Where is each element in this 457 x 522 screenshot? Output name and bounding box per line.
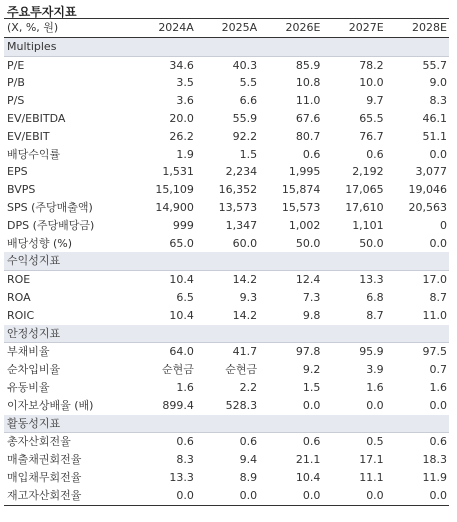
cell-value: 46.1 [422,111,447,125]
cell-value: 6.5 [176,290,194,304]
cell-value: 17,610 [345,200,384,214]
cell-value: 10.0 [359,76,384,90]
investment-indicators-table [4,18,449,506]
section-header-row [4,252,449,270]
table-row [4,163,449,181]
cell-value: 13,573 [218,200,258,214]
cell-value: 2.2 [239,380,258,394]
cell-value: 21.1 [295,453,321,467]
cell-value: 3,077 [415,165,447,179]
cell-value: 20.0 [169,111,194,125]
column-header: 2024A [133,19,196,38]
table-row [4,146,449,164]
table-row [4,361,449,379]
cell-value: 12.4 [259,271,322,289]
cell-value: 0.0 [259,487,322,505]
cell-value: 11.0 [295,94,321,108]
cell-value: 16,352 [218,183,258,197]
cell-value: 40.3 [196,56,259,74]
cell-value: 65.5 [359,111,384,125]
table-row [4,397,449,415]
row-label: 배당성향 (%) [7,236,73,250]
cell-value: 0.6 [133,433,196,451]
row-label: 유동비율 [7,380,50,394]
row-label: 총자산회전율 [4,433,133,451]
table-body [4,19,449,506]
table-row [4,307,449,325]
section-title: 안정성지표 [4,325,449,343]
table-row [4,433,449,451]
row-label: DPS (주당배당금) [7,218,95,232]
row-label: EV/EBIT [7,129,50,143]
cell-value: 17.1 [359,453,384,467]
cell-value: 0 [440,218,447,232]
cell-value: 10.4 [295,470,321,484]
cell-value: 2,234 [225,165,258,179]
cell-value: 1.6 [176,380,194,394]
table-row [4,487,449,505]
row-label: 배당수익률 [7,147,61,161]
cell-value: 76.7 [359,129,384,143]
cell-value: 3.5 [176,76,194,90]
section-header-row [4,37,449,56]
cell-value: 0.6 [259,433,322,451]
cell-value: 8.3 [176,453,194,467]
table-row [4,217,449,235]
cell-value: 8.7 [429,290,447,304]
cell-value: 97.5 [386,343,449,361]
cell-value: 13.3 [322,271,385,289]
cell-value: 8.7 [366,308,384,322]
table-row [4,451,449,469]
cell-value: 0.0 [429,398,447,412]
cell-value: 1.5 [239,147,258,161]
cell-value: 9.0 [429,76,447,90]
row-label: ROA [7,290,31,304]
cell-value: 85.9 [259,56,322,74]
section-title: 수익성지표 [4,252,449,270]
row-label: 순차입비율 [7,363,61,377]
table-row [4,110,449,128]
cell-value: 1.6 [366,380,384,394]
cell-value: 11.1 [359,470,384,484]
cell-value: 1.9 [176,147,194,161]
cell-value: 3.6 [176,94,194,108]
cell-value: 9.8 [302,308,321,322]
cell-value: 26.2 [169,129,194,143]
cell-value: 0.6 [386,433,449,451]
cell-value: 78.2 [322,56,385,74]
table-row [4,343,449,361]
cell-value: 17,065 [345,183,384,197]
cell-value: 0.0 [429,236,447,250]
cell-value: 60.0 [232,236,258,250]
row-label: SPS (주당매출액) [7,200,93,214]
cell-value: 34.6 [133,56,196,74]
table-row [4,469,449,487]
cell-value: 50.0 [359,236,384,250]
cell-value: 0.6 [302,147,321,161]
row-label: EPS [7,165,28,179]
table-row [4,235,449,253]
cell-value: 11.0 [422,308,447,322]
cell-value: 80.7 [295,129,321,143]
row-label: EV/EBITDA [7,111,66,125]
section-header-row [4,415,449,433]
cell-value: 7.3 [302,290,321,304]
column-header: 2028E [386,19,449,38]
cell-value: 15,874 [281,183,321,197]
cell-value: 64.0 [133,343,196,361]
column-header: 2026E [259,19,322,38]
cell-value: 2,192 [352,165,384,179]
cell-value: 51.1 [422,129,447,143]
cell-value: 528.3 [225,398,258,412]
cell-value: 0.0 [429,147,447,161]
table-row [4,271,449,289]
cell-value: 1,995 [288,165,321,179]
table-row [4,289,449,307]
cell-value: 15,109 [155,183,194,197]
row-label: BVPS [7,183,36,197]
cell-value: 1,101 [352,218,384,232]
cell-value: 0.0 [386,487,449,505]
cell-value: 55.7 [386,56,449,74]
section-title: 활동성지표 [4,415,449,433]
column-header: 2027E [322,19,385,38]
cell-value: 14.2 [232,308,258,322]
cell-value: 0.0 [302,398,321,412]
row-label: 매출채권회전율 [7,453,82,467]
cell-value: 10.4 [169,308,194,322]
row-label: 이자보상배율 (배) [7,398,94,412]
cell-value: 15,573 [281,200,321,214]
cell-value: 14.2 [196,271,259,289]
cell-value: 18.3 [422,453,447,467]
table-row [4,379,449,397]
cell-value: 순현금 [225,363,258,377]
cell-value: 41.7 [196,343,259,361]
cell-value: 0.0 [322,487,385,505]
cell-value: 6.6 [239,94,258,108]
table-row [4,74,449,92]
cell-value: 6.8 [366,290,384,304]
row-label: P/S [7,94,25,108]
cell-value: 10.8 [295,76,321,90]
cell-value: 5.5 [239,76,258,90]
table-row [4,199,449,217]
cell-value: 9.2 [302,363,321,377]
cell-value: 13.3 [169,470,194,484]
table-row [4,181,449,199]
row-label: ROE [4,271,133,289]
cell-value: 1.6 [429,380,447,394]
row-label: ROIC [7,308,35,322]
section-header-row [4,325,449,343]
cell-value: 20,563 [408,200,447,214]
row-label: 부채비율 [4,343,133,361]
row-label: P/B [7,76,25,90]
section-title: Multiples [4,37,449,56]
cell-value: 0.0 [366,398,384,412]
cell-value: 0.0 [133,487,196,505]
cell-value: 1,002 [288,218,321,232]
cell-value: 10.4 [133,271,196,289]
row-label: P/E [4,56,133,74]
cell-value: 19,046 [408,183,447,197]
header-row [4,19,449,38]
cell-value: 95.9 [322,343,385,361]
cell-value: 97.8 [259,343,322,361]
cell-value: 순현금 [161,363,194,377]
cell-value: 1,347 [225,218,258,232]
cell-value: 50.0 [295,236,321,250]
cell-value: 8.9 [239,470,258,484]
cell-value: 11.9 [422,470,447,484]
table-row [4,56,449,74]
cell-value: 65.0 [169,236,194,250]
cell-value: 0.0 [196,487,259,505]
cell-value: 0.5 [322,433,385,451]
row-label: 매입채무회전율 [7,470,82,484]
cell-value: 1.5 [302,380,321,394]
cell-value: 9.7 [366,94,384,108]
cell-value: 17.0 [386,271,449,289]
cell-value: 9.3 [239,290,258,304]
table-row [4,92,449,110]
cell-value: 67.6 [295,111,321,125]
row-label: 재고자산회전율 [4,487,133,505]
cell-value: 92.2 [232,129,258,143]
cell-value: 0.6 [196,433,259,451]
cell-value: 9.4 [239,453,258,467]
cell-value: 0.6 [366,147,384,161]
column-header: 2025A [196,19,259,38]
cell-value: 1,531 [162,165,194,179]
cell-value: 14,900 [155,200,194,214]
table-row [4,128,449,146]
cell-value: 899.4 [162,398,194,412]
cell-value: 8.3 [429,94,447,108]
unit-label: (X, %, 원) [4,19,133,38]
cell-value: 55.9 [232,111,258,125]
cell-value: 0.7 [429,363,447,377]
cell-value: 999 [172,218,194,232]
table-title: 주요투자지표 [7,5,77,19]
cell-value: 3.9 [366,363,384,377]
